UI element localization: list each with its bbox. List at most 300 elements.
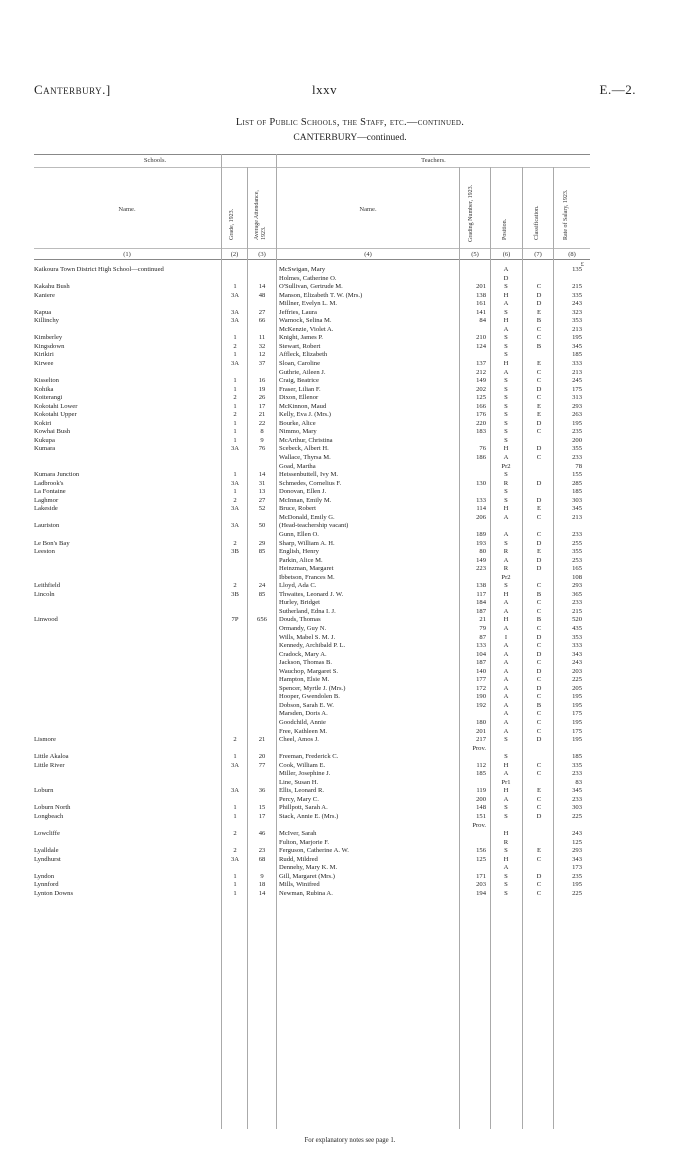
grading-number: 87	[479, 633, 486, 641]
position: A	[503, 701, 509, 709]
school-name: Loburn	[34, 787, 54, 795]
attendance: 18	[258, 881, 266, 889]
school-name: Lyalldale	[34, 847, 59, 855]
teacher-name: Spencer, Myrtle J. (Mrs.)	[279, 684, 346, 692]
col-grade-header: Grade, 1923.	[229, 208, 235, 240]
position: S	[504, 436, 508, 444]
position: S	[504, 342, 508, 350]
teacher-name: McKenzie, Violet A.	[279, 325, 334, 333]
salary: 195	[572, 334, 582, 342]
salary: 365	[572, 590, 582, 598]
table-row	[0, 634, 700, 643]
salary: 343	[572, 650, 582, 658]
grade: 1	[233, 471, 237, 479]
table-row	[0, 411, 700, 420]
salary: 173	[572, 864, 582, 872]
salary: 213	[572, 325, 582, 333]
table-row	[0, 702, 700, 711]
table-row	[0, 881, 700, 890]
school-name: Kokotahi Upper	[34, 411, 77, 419]
classification: C	[536, 761, 542, 769]
table-row	[0, 565, 700, 574]
attendance: 23	[258, 847, 266, 855]
grade: 3A	[230, 855, 240, 863]
teacher-name: Marsden, Doris A.	[279, 710, 328, 718]
grade: 1	[233, 377, 237, 385]
col-teacher-header: Name.	[359, 206, 377, 213]
teacher-name: O'Sullivan, Gertrude M.	[279, 283, 343, 291]
position: S	[504, 419, 508, 427]
classification: C	[536, 334, 542, 342]
grading-number: 180	[476, 718, 486, 726]
position: Pr2	[501, 462, 511, 470]
grade: 1	[233, 351, 237, 359]
classification: D	[536, 479, 542, 487]
table-row	[0, 839, 700, 848]
table-row	[0, 334, 700, 343]
salary: 293	[572, 402, 582, 410]
grading-number: 202	[476, 385, 486, 393]
table-row	[0, 668, 700, 677]
attendance: 13	[258, 488, 266, 496]
school-name: Kumara	[34, 445, 56, 453]
position: A	[503, 693, 509, 701]
salary: 185	[572, 753, 582, 761]
attendance: 48	[258, 291, 266, 299]
table-row	[0, 599, 700, 608]
grade: 1	[233, 488, 237, 496]
rule-top	[34, 154, 590, 155]
attendance: 31	[258, 479, 266, 487]
salary: 335	[572, 761, 582, 769]
grading-number: 189	[476, 530, 486, 538]
position: S	[504, 402, 508, 410]
grade: 2	[233, 582, 237, 590]
position: S	[504, 334, 508, 342]
salary: 245	[572, 377, 582, 385]
position: S	[504, 394, 508, 402]
teacher-name: Wallace, Thyrsa M.	[279, 454, 331, 462]
attendance: 22	[258, 419, 266, 427]
col-num-2: (2)	[230, 251, 239, 258]
salary: 235	[572, 872, 582, 880]
position: H	[503, 505, 509, 513]
grading-number: 119	[476, 787, 486, 795]
teacher-name: Dobson, Sarah E. W.	[279, 701, 334, 709]
table-row	[0, 471, 700, 480]
teacher-name: Ferguson, Catherine A. W.	[279, 847, 349, 855]
school-name: Laghmor	[34, 496, 59, 504]
table-row	[0, 386, 700, 395]
teacher-name: Ormandy, Guy N.	[279, 624, 327, 632]
table-row	[0, 830, 700, 839]
position: Pr2	[501, 573, 511, 581]
position: A	[503, 300, 509, 308]
table-row	[0, 762, 700, 771]
table-row	[0, 317, 700, 326]
grading-number: 203	[476, 881, 486, 889]
attendance: 66	[258, 317, 266, 325]
classification: C	[536, 855, 542, 863]
teacher-name: Sloan, Caroline	[279, 360, 321, 368]
teacher-name: Cradock, Mary A.	[279, 650, 327, 658]
table-row	[0, 822, 700, 831]
grade: 1	[233, 804, 237, 812]
position: S	[504, 539, 508, 547]
salary: 335	[572, 291, 582, 299]
grading-number: 137	[476, 360, 486, 368]
position: H	[503, 830, 509, 838]
school-name: Kingsdown	[34, 342, 65, 350]
position: S	[504, 488, 508, 496]
school-name: Kapua	[34, 308, 52, 316]
school-name: Kumara Junction	[34, 471, 80, 479]
table-row	[0, 377, 700, 386]
table-row	[0, 710, 700, 719]
salary: 355	[572, 548, 582, 556]
teacher-name: Hampton, Elsie M.	[279, 676, 330, 684]
table-row	[0, 616, 700, 625]
group-teachers: Teachers.	[421, 157, 446, 164]
position: S	[504, 753, 508, 761]
table-row	[0, 505, 700, 514]
salary: 195	[572, 736, 582, 744]
footnote: For explanatory notes see page 1.	[304, 1137, 396, 1144]
grade: 2	[233, 830, 237, 838]
table-row	[0, 540, 700, 549]
table-row	[0, 736, 700, 745]
classification: D	[536, 565, 542, 573]
teacher-name: Scebeck, Albert H.	[279, 445, 329, 453]
position: A	[503, 513, 509, 521]
salary: 203	[572, 667, 582, 675]
teacher-name: Jeffries, Laura	[279, 308, 317, 316]
table-row	[0, 847, 700, 856]
grade: 2	[233, 496, 237, 504]
position: A	[503, 266, 509, 273]
salary: 213	[572, 513, 582, 521]
position: A	[503, 607, 509, 615]
salary: 353	[572, 633, 582, 641]
grading-number: 149	[476, 556, 486, 564]
teacher-name: Jackson, Thomas B.	[279, 659, 332, 667]
classification: C	[536, 642, 542, 650]
classification: E	[536, 308, 542, 316]
table-row	[0, 787, 700, 796]
classification: C	[536, 368, 542, 376]
salary: 195	[572, 718, 582, 726]
salary: 233	[572, 770, 582, 778]
col-position-header: Position.	[502, 218, 508, 240]
position: A	[503, 659, 509, 667]
salary: 285	[572, 479, 582, 487]
position: H	[503, 787, 509, 795]
table-row	[0, 676, 700, 685]
grading-number: 125	[476, 394, 486, 402]
table-row	[0, 651, 700, 660]
classification: C	[536, 454, 542, 462]
attendance: 27	[258, 496, 266, 504]
teacher-name: McDonald, Emily G.	[279, 513, 335, 521]
teacher-name: Donovan, Ellen J.	[279, 488, 327, 496]
salary: 205	[572, 684, 582, 692]
teacher-name: Thwaites, Leonard J. W.	[279, 590, 344, 598]
col-name-header: Name.	[118, 206, 136, 213]
school-name: Lauriston	[34, 522, 60, 530]
table-row	[0, 864, 700, 873]
school-name: Loburn North	[34, 804, 71, 812]
salary: 125	[572, 838, 582, 846]
classification: C	[536, 582, 542, 590]
classification: C	[536, 394, 542, 402]
table-row	[0, 591, 700, 600]
grade: 1	[233, 419, 237, 427]
grading-number: 21	[479, 616, 486, 624]
position: S	[504, 889, 508, 897]
attendance: 68	[258, 855, 266, 863]
grade: 1	[233, 334, 237, 342]
col-num-3: (3)	[258, 251, 266, 258]
table-row	[0, 582, 700, 591]
teacher-name: Sutherland, Edna I. J.	[279, 607, 336, 615]
grading-number: 104	[476, 650, 486, 658]
salary: 323	[572, 308, 582, 316]
classification: C	[536, 599, 542, 607]
salary: 235	[572, 428, 582, 436]
table-row	[0, 770, 700, 779]
teacher-name: Parkin, Alice M.	[279, 556, 323, 564]
page-number: lxxv	[312, 82, 338, 97]
school-name: Lakeside	[34, 505, 58, 513]
table-row	[0, 890, 700, 899]
attendance: 21	[258, 411, 266, 419]
grading-number: 220	[476, 419, 486, 427]
table-row	[0, 360, 700, 369]
attendance: 9	[260, 872, 264, 880]
attendance: 16	[258, 377, 266, 385]
salary: 175	[572, 727, 582, 735]
teacher-name: Mills, Winifred	[279, 881, 320, 889]
grade: 1	[233, 753, 237, 761]
salary: 195	[572, 419, 582, 427]
table-row	[0, 779, 700, 788]
table-row	[0, 856, 700, 865]
grade: 3A	[230, 761, 240, 769]
school-name: Kokotahi Lower	[34, 402, 78, 410]
table-row	[0, 343, 700, 352]
position: R	[503, 838, 509, 846]
salary: 313	[572, 394, 582, 402]
col-num-5: (5)	[471, 251, 479, 258]
school-name: Leeston	[34, 548, 55, 556]
classification: D	[536, 291, 542, 299]
grade: 1	[233, 889, 237, 897]
table-row	[0, 745, 700, 754]
teacher-name: McSwigan, Mary	[279, 266, 326, 273]
table-row	[0, 437, 700, 446]
salary: 355	[572, 445, 582, 453]
teacher-name: Hurley, Bridget	[279, 599, 320, 607]
school-name: La Fontaine	[34, 488, 66, 496]
salary: 255	[572, 539, 582, 547]
attendance: 14	[258, 283, 266, 291]
classification: D	[536, 496, 542, 504]
grading-number: 194	[476, 889, 486, 897]
attendance: 12	[258, 351, 266, 359]
teacher-name: Heissenbuttell, Ivy M.	[279, 471, 338, 479]
attendance: 27	[258, 308, 266, 316]
grading-number: 138	[476, 291, 486, 299]
school-name: Kirwee	[34, 360, 54, 368]
salary: 233	[572, 454, 582, 462]
classification: C	[536, 283, 542, 291]
position: S	[504, 308, 508, 316]
classification: D	[536, 813, 542, 820]
salary: 333	[572, 360, 582, 368]
position: I	[504, 633, 508, 641]
table-row	[0, 873, 700, 882]
teacher-name: Rudd, Mildred	[279, 855, 318, 863]
teacher-name: Nimmo, Mary	[279, 428, 317, 436]
teacher-name: Percy, Mary C.	[279, 795, 319, 803]
classification: C	[536, 710, 542, 718]
grade: 1	[233, 881, 237, 889]
col-num-6: (6)	[502, 251, 511, 258]
header-left: Canterbury.]	[34, 82, 111, 97]
grade: 2	[233, 539, 237, 547]
salary: 303	[572, 496, 582, 504]
grading-number: 223	[476, 565, 486, 573]
teacher-name: Newman, Rubina A.	[279, 889, 333, 897]
grading-number: 217	[476, 736, 486, 744]
position: H	[503, 855, 509, 863]
classification: E	[536, 505, 542, 513]
teacher-name: Bourke, Alice	[279, 419, 316, 427]
table-row	[0, 625, 700, 634]
grade: 3A	[230, 479, 240, 487]
position: H	[503, 761, 509, 769]
salary: 345	[572, 505, 582, 513]
teacher-name: Wills, Mabel S. M. J.	[279, 633, 336, 641]
grade: 3A	[230, 522, 240, 530]
grading-number: 156	[476, 847, 486, 855]
teacher-name: Line, Susan H.	[279, 778, 319, 786]
table-row	[0, 497, 700, 506]
position: A	[503, 454, 509, 462]
salary: 83	[575, 778, 582, 786]
header-right: E.—2.	[599, 82, 636, 97]
salary: 345	[572, 787, 582, 795]
table-row	[0, 488, 700, 497]
grading-number: 166	[476, 402, 486, 410]
table-row	[0, 659, 700, 668]
col-classification-header: Classification.	[534, 205, 540, 240]
salary: 293	[572, 847, 582, 855]
table-row	[0, 608, 700, 617]
position: H	[503, 616, 509, 624]
classification: E	[536, 411, 542, 419]
position: S	[504, 496, 508, 504]
classification: C	[536, 325, 542, 333]
teacher-name: Guthrie, Aileen J.	[279, 368, 326, 376]
school-name: Killinchy	[34, 317, 59, 325]
teacher-name: Manson, Elizabeth T. W. (Mrs.)	[279, 291, 363, 299]
grade: 3A	[230, 317, 240, 325]
table-row	[0, 693, 700, 702]
teacher-name: Fulton, Marjorie F.	[279, 838, 330, 846]
attendance: 26	[258, 394, 266, 402]
position: S	[504, 411, 508, 419]
school-name: Lismore	[34, 736, 56, 744]
teacher-name: Holmes, Catherine O.	[279, 274, 337, 282]
position: S	[504, 377, 508, 385]
attendance: 85	[258, 590, 266, 598]
col-num-8: (8)	[568, 251, 576, 258]
teacher-name: Stack, Annie E. (Mrs.)	[279, 813, 339, 820]
salary: 293	[572, 582, 582, 590]
salary: 200	[572, 436, 582, 444]
salary: 195	[572, 881, 582, 889]
position: A	[503, 676, 509, 684]
table-row	[0, 428, 700, 437]
classification: D	[536, 539, 542, 547]
classification: C	[536, 428, 542, 436]
position: S	[504, 813, 508, 820]
salary: 263	[572, 411, 582, 419]
attendance: 15	[258, 804, 266, 812]
attendance: 17	[258, 813, 266, 820]
teacher-name: Ibbetson, Frances M.	[279, 573, 335, 581]
grade: 3A	[230, 291, 240, 299]
school-name: Kohika	[34, 385, 54, 393]
teacher-name: Free, Kathleen M.	[279, 727, 327, 735]
school-name: Lynnford	[34, 881, 59, 889]
grading-number: 177	[476, 676, 486, 684]
school-name: Kirikiri	[34, 351, 54, 359]
salary: 185	[572, 488, 582, 496]
attendance: 50	[258, 522, 266, 530]
col-grading-header: Grading Number, 1923.	[468, 184, 474, 242]
grading-number: 187	[476, 659, 486, 667]
grading-number: 201	[476, 283, 486, 291]
position: A	[503, 650, 509, 658]
teacher-name: Freeman, Frederick C.	[279, 753, 339, 761]
grade: 3A	[230, 445, 240, 453]
salary: 333	[572, 642, 582, 650]
classification: C	[536, 676, 542, 684]
school-name: Lowcliffe	[34, 830, 60, 838]
salary: 343	[572, 855, 582, 863]
salary: 215	[572, 607, 582, 615]
grading-number: 149	[476, 377, 486, 385]
salary: 155	[572, 471, 582, 479]
classification: C	[536, 530, 542, 538]
salary: 520	[572, 616, 582, 624]
school-name: Ladbrook's	[34, 479, 64, 487]
classification: C	[536, 718, 542, 726]
table-row	[0, 522, 700, 531]
position: S	[504, 804, 508, 812]
table-row	[0, 326, 700, 335]
teacher-name: (Head-teachership vacant)	[279, 522, 349, 530]
attendance: 37	[258, 360, 266, 368]
position: A	[503, 368, 509, 376]
teacher-name: Miller, Josephine J.	[279, 770, 331, 778]
teacher-name: Dixon, Ellenor	[279, 394, 319, 402]
col-attendance-header: Average Attendance, 1923.	[254, 190, 267, 240]
classification: C	[536, 513, 542, 521]
school-name: Le Bon's Bay	[34, 539, 70, 547]
